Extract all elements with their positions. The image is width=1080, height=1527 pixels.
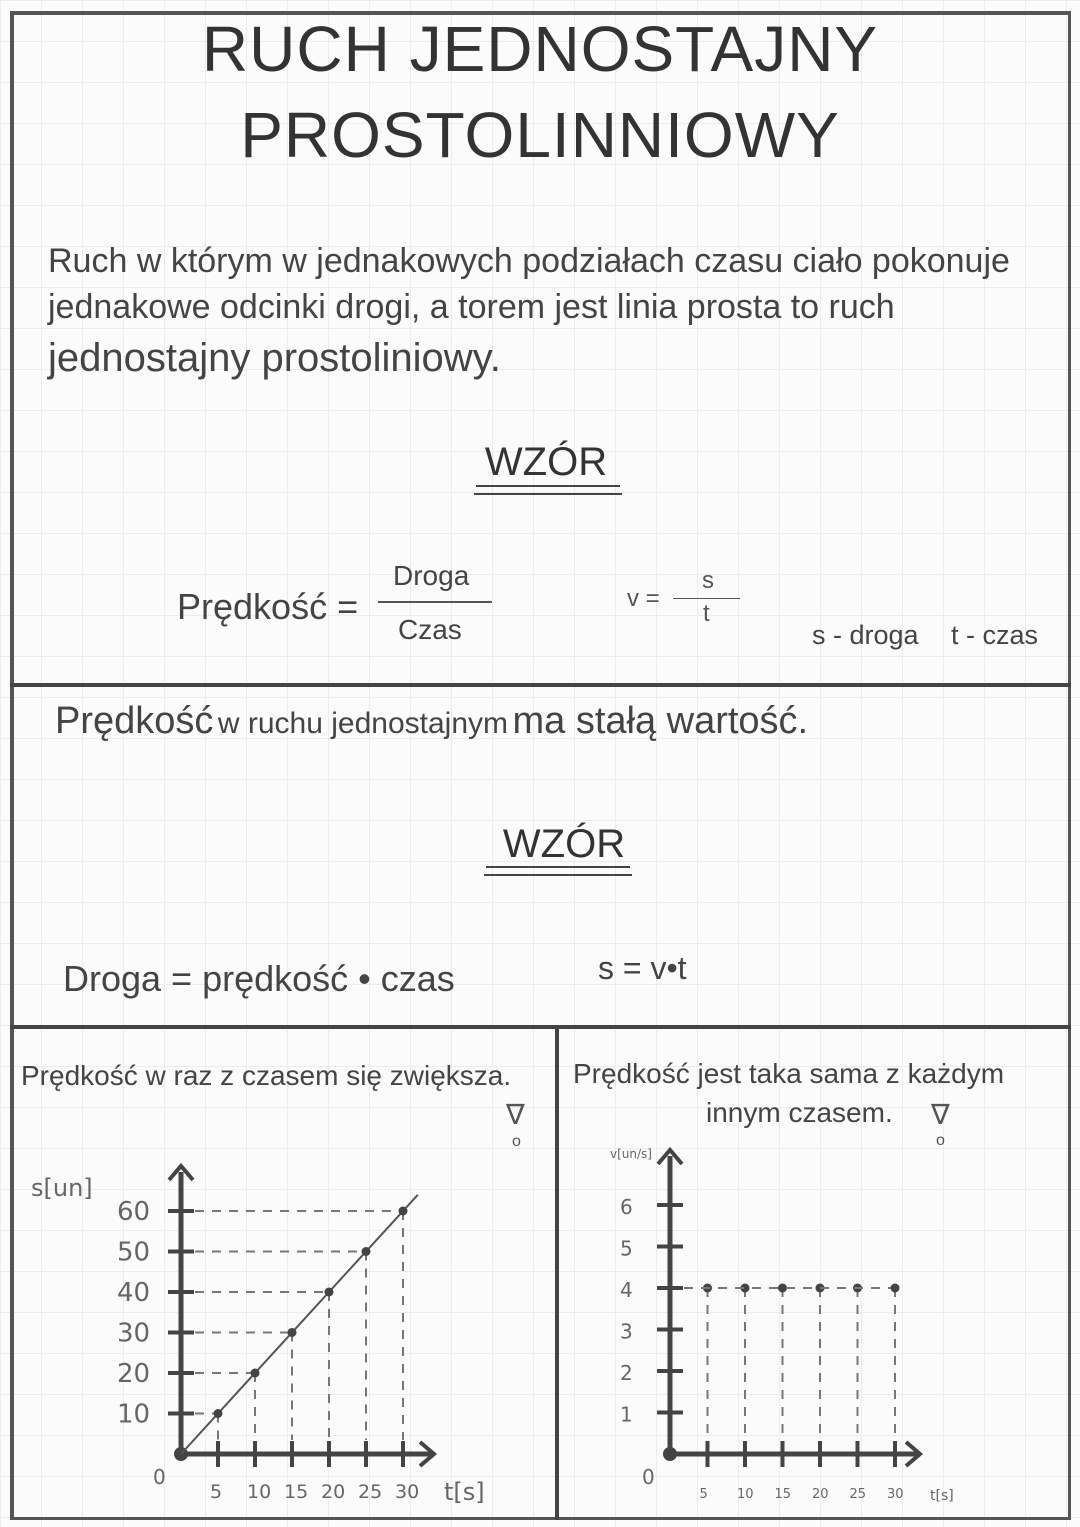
- definition-line-2: jednakowe odcinki drogi, a torem jest linia prosta to ruch: [48, 288, 895, 326]
- right-graph-caption-line-2: innym czasem.: [706, 1097, 893, 1128]
- origin-label: 0: [153, 1465, 166, 1489]
- data-point: [891, 1284, 900, 1293]
- right-graph-arrow-icon: ∇: [931, 1099, 950, 1130]
- origin-dot: [663, 1447, 677, 1461]
- y-tick-label: 3: [620, 1319, 633, 1344]
- y-tick-label: 40: [117, 1278, 151, 1308]
- left-graph-arrow-icon: ∇: [506, 1099, 525, 1130]
- y-tick-label: 50: [117, 1237, 151, 1268]
- data-point: [399, 1207, 408, 1216]
- x-tick-label: 25: [849, 1487, 867, 1502]
- formula-heading-1: WZÓR: [484, 440, 608, 484]
- word-formula-lhs: Prędkość =: [177, 586, 359, 627]
- statement-part-a: Prędkość: [55, 700, 214, 742]
- y-tick-label: 60: [117, 1197, 151, 1227]
- y-tick-label: 4: [620, 1278, 633, 1302]
- y-axis-label: s[un]: [31, 1174, 93, 1202]
- formula-heading-2: WZÓR: [502, 822, 626, 866]
- left-graph-arrow-dot: o: [512, 1133, 521, 1150]
- y-tick-label: 1: [620, 1402, 633, 1427]
- x-tick-label: 25: [358, 1481, 383, 1503]
- word-formula-denominator: Czas: [398, 614, 462, 645]
- data-point: [362, 1247, 371, 1256]
- y-tick-label: 30: [117, 1318, 151, 1349]
- x-tick-label: 5: [210, 1481, 223, 1503]
- data-point: [325, 1288, 334, 1297]
- right-graph: [610, 1147, 954, 1504]
- symbol-formula-lhs: v =: [627, 585, 660, 612]
- definition-line-1: Ruch w którym w jednakowych podziałach czasu ciało pokonuje: [48, 242, 1010, 280]
- right-graph-arrow-dot: o: [936, 1132, 945, 1149]
- symbol-formula-denominator: t: [703, 600, 710, 627]
- title-line-2: PROSTOLINNIOWY: [240, 99, 840, 171]
- distance-formula-symbols: s = v•t: [598, 950, 687, 986]
- y-tick-label: 2: [620, 1361, 633, 1385]
- y-tick-label: 5: [620, 1236, 633, 1261]
- x-tick-label: 10: [247, 1481, 272, 1503]
- statement-part-b: w ruchu jednostajnym: [217, 707, 509, 740]
- x-tick-label: 5: [699, 1487, 708, 1502]
- y-axis-label: v[un/s]: [610, 1147, 652, 1161]
- x-axis-label: t[s]: [444, 1478, 485, 1506]
- origin-label: 0: [642, 1465, 655, 1489]
- legend-t: t - czas: [951, 620, 1039, 650]
- y-tick-label: 20: [117, 1359, 151, 1389]
- word-formula-numerator: Droga: [393, 560, 470, 591]
- left-graph-caption: Prędkość w raz z czasem się zwiększa.: [21, 1060, 512, 1091]
- left-graph: [31, 1166, 485, 1506]
- x-tick-label: 30: [887, 1487, 904, 1502]
- x-tick-label: 30: [395, 1481, 420, 1503]
- data-point: [251, 1369, 260, 1378]
- data-point: [288, 1328, 297, 1337]
- y-tick-label: 6: [620, 1195, 633, 1219]
- x-axis-label: t[s]: [930, 1488, 954, 1504]
- data-point: [214, 1409, 223, 1418]
- x-tick-label: 20: [321, 1481, 346, 1503]
- y-tick-label: 10: [117, 1399, 151, 1430]
- statement-part-c: ma stałą wartość.: [512, 700, 809, 742]
- definition-line-3: jednostajny prostoliniowy.: [48, 336, 501, 380]
- x-tick-label: 20: [812, 1487, 829, 1502]
- distance-formula-words: Droga = prędkość • czas: [63, 958, 455, 999]
- data-point: [778, 1284, 787, 1293]
- x-tick-label: 10: [737, 1487, 754, 1502]
- legend-s: s - droga: [812, 620, 919, 650]
- title-line-1: RUCH JEDNOSTAJNY: [201, 13, 879, 85]
- x-tick-label: 15: [284, 1481, 309, 1503]
- right-graph-caption-line-1: Prędkość jest taka sama z każdym: [573, 1058, 1005, 1089]
- x-tick-label: 15: [774, 1487, 792, 1502]
- symbol-formula-numerator: s: [702, 567, 714, 594]
